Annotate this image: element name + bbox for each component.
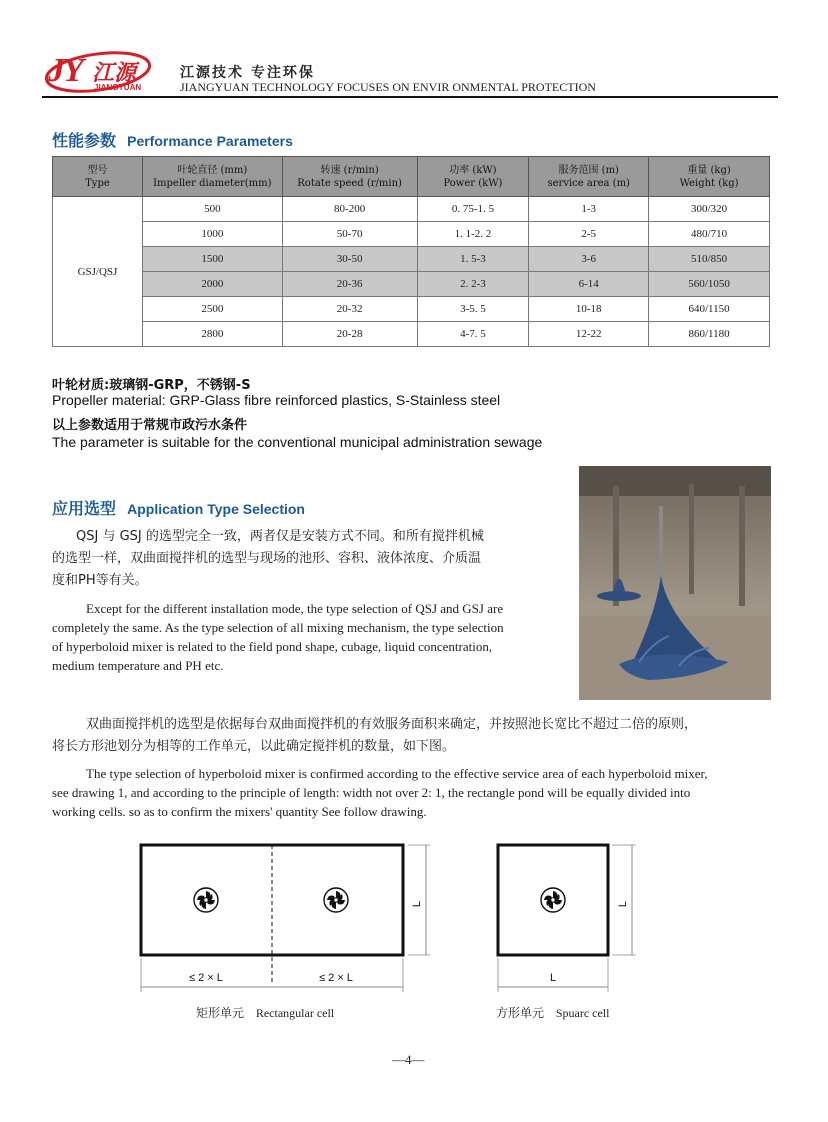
table-cell: 1500 [142, 247, 282, 272]
performance-section-title [52, 128, 293, 151]
table-cell: 2500 [142, 297, 282, 322]
table-cell: 500 [142, 197, 282, 222]
table-row [53, 247, 770, 272]
performance-title-cn: 性能参数 [52, 131, 117, 150]
page-number: —4— [392, 1052, 425, 1067]
table-cell: 2. 2-3 [417, 272, 529, 297]
header-slogan-en: JIANGYUAN TECHNOLOGY FOCUSES ON ENVIR ONMENTAL PROTECTION [180, 80, 596, 94]
table-row [53, 297, 770, 322]
column-header: 型号 Type [53, 157, 143, 197]
dim-label-square-bottom: L [549, 972, 557, 984]
mixer-icon [194, 888, 218, 912]
dim-label-square-side: L [617, 900, 629, 908]
column-header: 功率 (kW) Power (kW) [417, 157, 529, 197]
selection-paragraph-en: The type selection of hyperboloid mixer is confirmed according to the effective service area of each hyperboloid mixer, see drawing 1, and according to the principle of length: width not over 2: 1, the rectangle pond will be equally divided into working cells. so as to confirm the mixers' quantity See follow drawing. [52, 766, 708, 819]
material-note-cn: 叶轮材质:玻璃钢-GRP，不锈钢-S [52, 378, 251, 393]
logo-chinese-name: 江源 [92, 61, 137, 86]
performance-title-en: Performance Parameters [127, 133, 293, 149]
caption-rect-cn: 矩形单元 [196, 1006, 245, 1020]
header-divider [42, 96, 778, 98]
header-slogan-cn: 江源技术 专注环保 [180, 65, 315, 81]
dim-label-rect-side: L [411, 900, 423, 908]
application-title-cn: 应用选型 [52, 499, 117, 518]
table-cell: 640/1150 [649, 297, 770, 322]
table-cell: 860/1180 [649, 322, 770, 347]
caption-square [496, 1004, 610, 1021]
table-cell: 2000 [142, 272, 282, 297]
mixer-icon [541, 888, 565, 912]
dim-label-rect-1: ≤ 2 × L [189, 972, 223, 984]
table-cell: 1. 1-2. 2 [417, 222, 529, 247]
table-cell: 30-50 [282, 247, 417, 272]
caption-square-en: Spuarc cell [555, 1006, 610, 1020]
caption-rectangular [196, 1004, 334, 1021]
application-paragraph-en: Except for the different installation mode, the type selection of QSJ and GSJ are completely the same. As the type selection of all mixing mechanism, the type selection of hyperboloid mixer is related to the field pond shape, cubage, liquid concentration, medium temperature and PH etc. [52, 601, 504, 673]
table-cell: 1-3 [529, 197, 649, 222]
table-cell: 1. 5-3 [417, 247, 529, 272]
application-title-en: Application Type Selection [127, 501, 305, 517]
table-cell: 1000 [142, 222, 282, 247]
column-header: 叶轮直径 (mm) Impeller diameter(mm) [142, 157, 282, 197]
table-row [53, 272, 770, 297]
table-cell: 3-6 [529, 247, 649, 272]
caption-square-cn: 方形单元 [496, 1006, 545, 1020]
table-cell: 20-28 [282, 322, 417, 347]
logo-letters: JY [48, 52, 82, 89]
table-row [53, 197, 770, 222]
table-cell: 2-5 [529, 222, 649, 247]
type-cell: GSJ/QSJ [53, 197, 143, 347]
applies-note-en: The parameter is suitable for the conventional municipal administration sewage [52, 434, 543, 450]
caption-rect-en: Rectangular cell [255, 1006, 335, 1020]
table-row [53, 322, 770, 347]
table-cell: 560/1050 [649, 272, 770, 297]
table-header-row [53, 157, 770, 197]
performance-table [52, 156, 770, 347]
table-cell: 480/710 [649, 222, 770, 247]
column-header: 服务范围 (m) service area (m) [529, 157, 649, 197]
table-cell: 10-18 [529, 297, 649, 322]
table-cell: 300/320 [649, 197, 770, 222]
mixer-icon [324, 888, 348, 912]
column-header: 重量 (kg) Weight (kg) [649, 157, 770, 197]
table-cell: 4-7. 5 [417, 322, 529, 347]
table-cell: 2800 [142, 322, 282, 347]
material-note-en: Propeller material: GRP-Glass fibre reinforced plastics, S-Stainless steel [52, 392, 501, 408]
applies-note-cn: 以上参数适用于常规市政污水条件 [52, 418, 248, 433]
application-section-title [52, 496, 305, 519]
table-cell: 510/850 [649, 247, 770, 272]
table-cell: 50-70 [282, 222, 417, 247]
selection-paragraph-cn: 双曲面搅拌机的选型是依据每台双曲面搅拌机的有效服务面积来确定，并按照池长宽比不超过二倍的原则， 将长方形池划分为相等的工作单元，以此确定搅拌机的数量，如下图。 [52, 717, 698, 754]
dim-label-rect-2: ≤ 2 × L [319, 972, 353, 984]
table-cell: 3-5. 5 [417, 297, 529, 322]
table-cell: 80-200 [282, 197, 417, 222]
column-header: 转速 (r/min) Rotate speed (r/min) [282, 157, 417, 197]
table-cell: 6-14 [529, 272, 649, 297]
table-cell: 20-36 [282, 272, 417, 297]
application-paragraph-cn: QSJ 与 GSJ 的选型完全一致，两者仅是安装方式不同。和所有搅拌机械 的选型一样，双曲面搅拌机的选型与现场的池形、容积、液体浓度、介质温 度和PH等有关。 [52, 529, 484, 588]
table-cell: 0. 75-1. 5 [417, 197, 529, 222]
cell-drawing [130, 834, 660, 1004]
mixer-photo [579, 466, 771, 700]
table-cell: 12-22 [529, 322, 649, 347]
table-cell: 20-32 [282, 297, 417, 322]
logo-english-name: JIANGYUAN [94, 83, 142, 92]
table-row [53, 222, 770, 247]
